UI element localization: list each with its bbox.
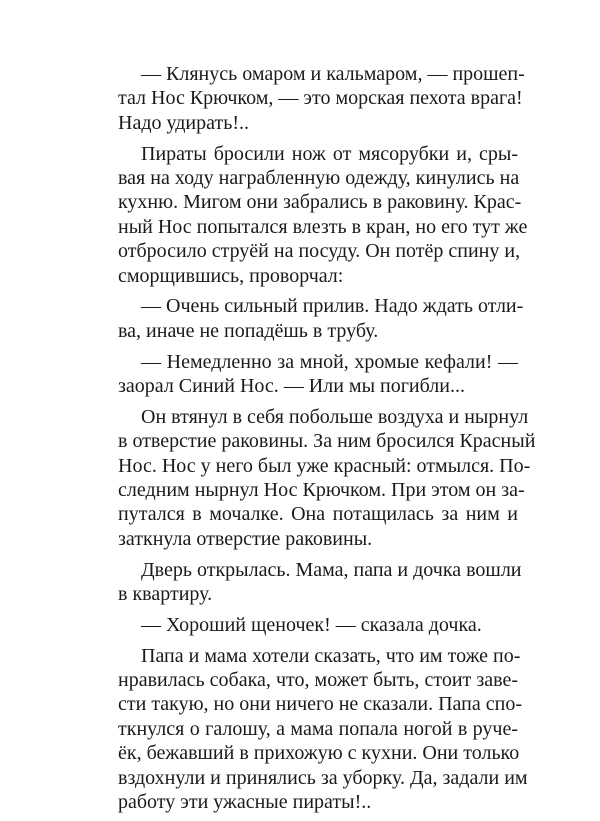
text-line: Папа и мама хотели сказать, что им тоже по- xyxy=(141,644,521,667)
text-line: Дверь открылась. Мама, папа и дочка вошли xyxy=(141,558,522,581)
text-line: работу эти ужасные пираты!.. xyxy=(118,791,372,814)
text-line: заорал Синий Нос. — Или мы погибли... xyxy=(118,375,465,398)
paragraph xyxy=(118,62,525,135)
text-line: Надо удирать!.. xyxy=(118,111,249,134)
text-line: вздохнули и принялись за уборку. Да, задали им xyxy=(118,766,528,789)
text-line: тал Нос Крючком, — это морская пехота врага! xyxy=(118,87,523,110)
paragraph xyxy=(118,644,528,815)
paragraph xyxy=(118,294,524,343)
text-line: ный Нос попытался влезть в кран, но его тут же xyxy=(118,215,528,238)
text-line: путался в мочалке. Она потащилась за ним и xyxy=(118,503,518,526)
text-line: кухню. Мигом они забрались в раковину. Крас- xyxy=(118,191,522,214)
text-line: — Немедленно за мной, хромые кефали! — xyxy=(141,350,518,373)
text-line: сти такую, но они ничего не сказали. Папа спо- xyxy=(118,693,522,716)
text-line: — Клянусь омаром и кальмаром, — прошеп- xyxy=(141,63,525,85)
text-line: ва, иначе не попадёшь в трубу. xyxy=(118,319,379,342)
text-line: сморщившись, проворчал: xyxy=(118,264,344,287)
text-column xyxy=(118,62,536,821)
paragraph xyxy=(118,613,518,637)
text-line: в квартиру. xyxy=(118,583,213,606)
text-line: в отверстие раковины. За ним бросился Красный xyxy=(118,430,536,453)
text-line: следним нырнул Нос Крючком. При этом он за- xyxy=(118,479,525,502)
text-line: вая на ходу награбленную одежду, кинулись на xyxy=(118,167,520,190)
text-line: ёк, бежавший в прихожую с кухни. Они только xyxy=(118,742,520,765)
text-line: отбросило струёй на посуду. Он потёр спину и, xyxy=(118,240,521,263)
paragraph xyxy=(118,350,518,399)
text-line: нравилась собака, что, может быть, стоит заве- xyxy=(118,669,518,692)
text-line: — Хороший щеночек! — сказала дочка. xyxy=(141,613,482,636)
text-line: Нос. Нос у него был уже красный: отмылся. По- xyxy=(118,454,531,477)
text-line: ткнулся о галошу, а мама попала ногой в руче- xyxy=(118,717,518,740)
text-line: заткнула отверстие раковины. xyxy=(118,527,373,550)
text-line: Пираты бросили нож от мясорубки и, сры- xyxy=(141,142,518,165)
paragraph xyxy=(118,558,522,607)
text-line: — Очень сильный прилив. Надо ждать отли- xyxy=(141,295,524,318)
paragraph xyxy=(118,405,536,551)
paragraph xyxy=(118,142,528,288)
text-line: Он втянул в себя побольше воздуха и нырнул xyxy=(141,405,529,428)
